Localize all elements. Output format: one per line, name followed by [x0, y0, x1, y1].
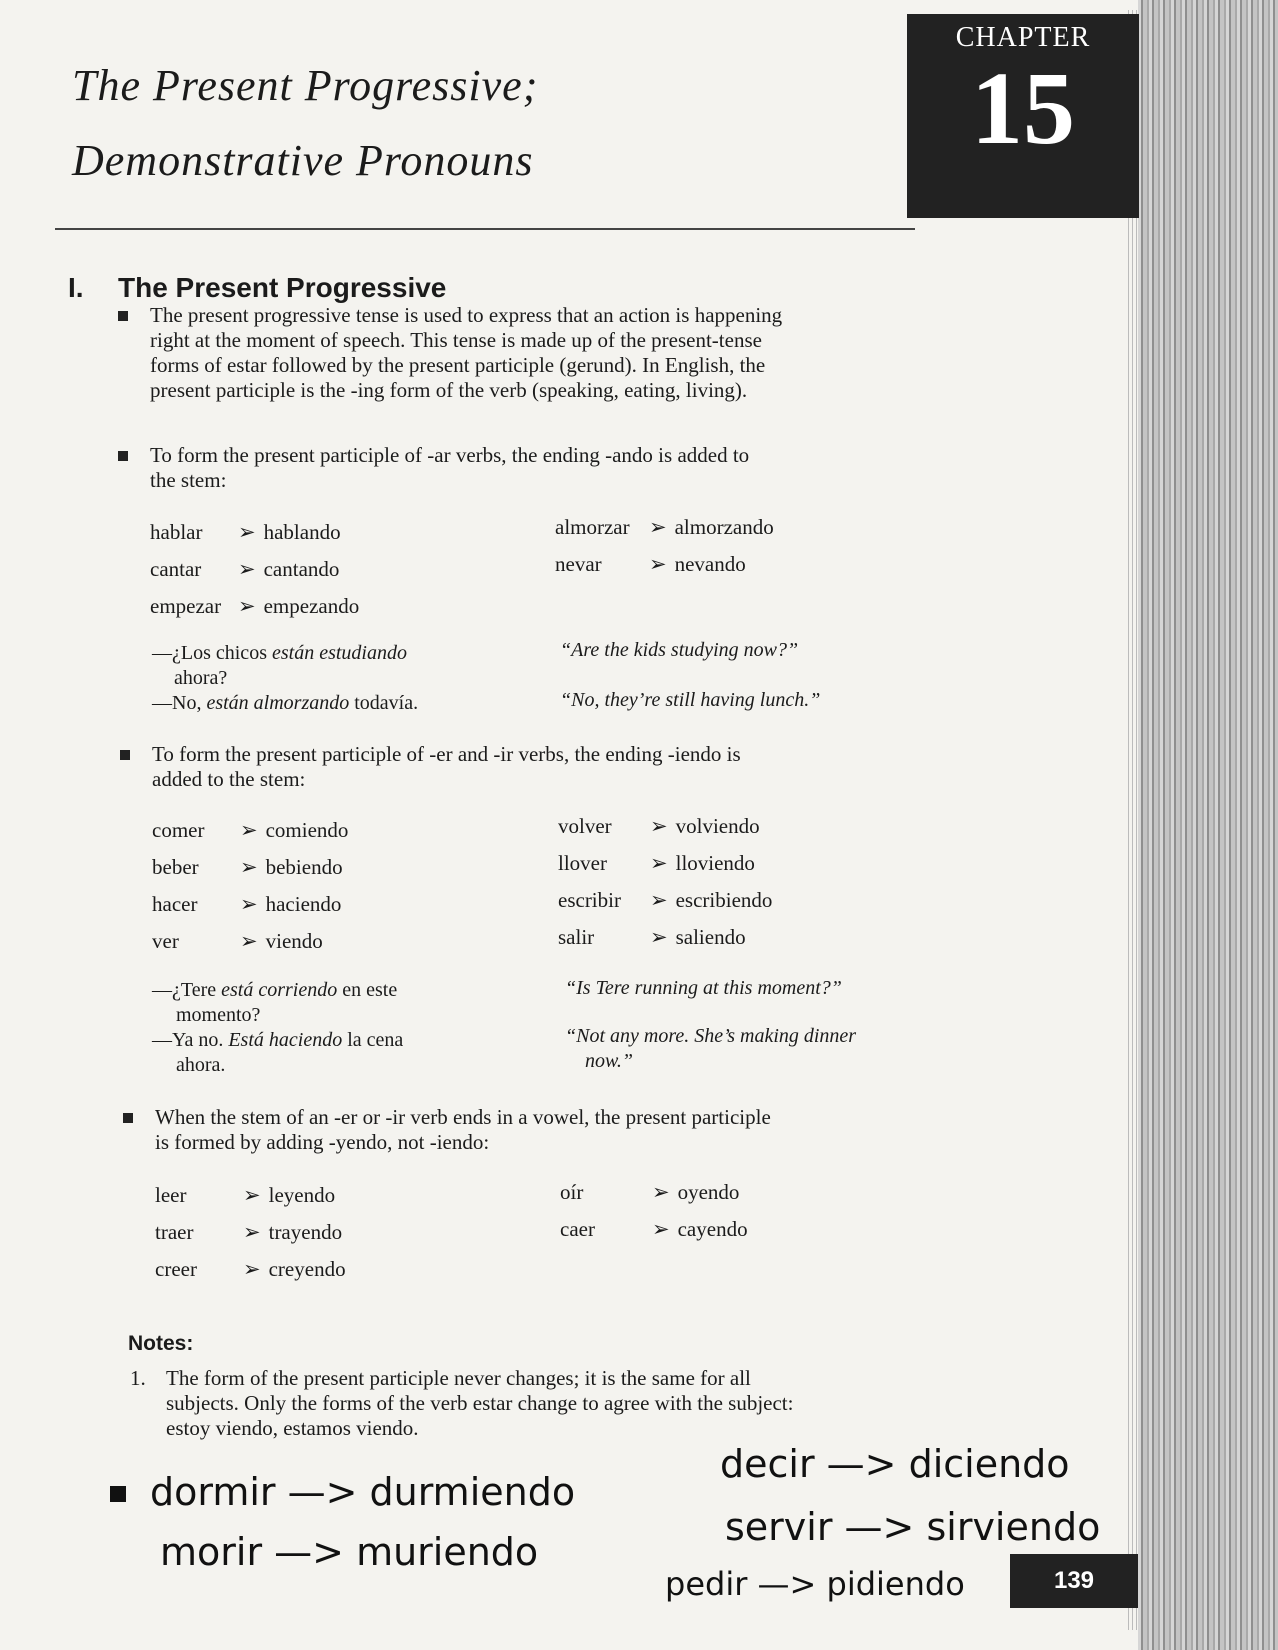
verb-pair — [155, 1220, 342, 1245]
arrow-icon: ➢ — [650, 925, 668, 949]
example-text: —¿Los chicos — [152, 642, 272, 664]
verb-pair — [155, 1257, 346, 1282]
verb-pair — [555, 515, 774, 540]
bullet-square-icon — [118, 451, 128, 461]
section-heading — [68, 272, 446, 304]
verb-pair — [560, 1180, 739, 1205]
handwritten-note-dormir: dormir —> durmiendo — [150, 1470, 576, 1514]
infinitive: comer — [152, 818, 205, 842]
verb-pair — [152, 855, 343, 880]
gerund: leyendo — [268, 1183, 336, 1207]
gerund: saliendo — [675, 925, 746, 949]
paragraph-line: present participle is the -ing form of the verb (speaking, eating, living). — [150, 378, 748, 402]
handwritten-note-pedir: pedir —> pidiendo — [665, 1565, 965, 1603]
section-title: The Present Progressive — [118, 272, 447, 303]
note-1 — [130, 1366, 910, 1441]
infinitive: leer — [155, 1183, 187, 1207]
example-italic: está corriendo — [221, 979, 338, 1001]
gerund: empezando — [263, 594, 360, 618]
arrow-icon: ➢ — [650, 888, 668, 912]
arrow-icon: ➢ — [238, 557, 256, 581]
chapter-title-line-1: The Present Progressive; — [72, 61, 539, 110]
arrow-icon: ➢ — [238, 520, 256, 544]
arrow-icon: ➢ — [243, 1183, 261, 1207]
paragraph-line: is formed by adding -yendo, not -iendo: — [155, 1130, 490, 1154]
gerund: hablando — [263, 520, 341, 544]
arrow-icon: ➢ — [650, 851, 668, 875]
example-dialogue-2 — [152, 978, 403, 1078]
arrow-icon: ➢ — [243, 1257, 261, 1281]
example-dialogue-1 — [152, 641, 418, 716]
arrow-icon: ➢ — [652, 1217, 670, 1241]
gerund: cayendo — [677, 1217, 748, 1241]
infinitive: caer — [560, 1217, 595, 1241]
infinitive: salir — [558, 925, 595, 949]
handwritten-note-servir: servir —> sirviendo — [725, 1505, 1101, 1549]
infinitive: oír — [560, 1180, 584, 1204]
gerund: oyendo — [677, 1180, 740, 1204]
example-text: —¿Tere — [152, 979, 222, 1001]
verb-pair — [150, 594, 359, 619]
arrow-icon: ➢ — [240, 818, 258, 842]
gerund: nevando — [674, 552, 746, 576]
arrow-icon: ➢ — [243, 1220, 261, 1244]
infinitive: llover — [558, 851, 607, 875]
arrow-icon: ➢ — [240, 855, 258, 879]
gerund: haciendo — [265, 892, 342, 916]
verb-pair — [558, 814, 760, 839]
note-line: subjects. Only the forms of the verb estar change to agree with the subject: — [166, 1391, 794, 1415]
arrow-icon: ➢ — [650, 814, 668, 838]
arrow-icon: ➢ — [649, 552, 667, 576]
translation: “Are the kids studying now?” — [560, 639, 799, 661]
paragraph-line: the stem: — [150, 468, 227, 492]
bullet-paragraph-2 — [150, 443, 880, 493]
example-italic: están estudiando — [271, 642, 407, 664]
page-edge-shadow — [1128, 10, 1138, 1630]
gerund: almorzando — [674, 515, 774, 539]
paragraph-line: forms of estar followed by the present participle (gerund). In English, the — [150, 353, 766, 377]
verb-pair — [152, 892, 341, 917]
infinitive: ver — [152, 929, 179, 953]
bullet-paragraph-4 — [155, 1105, 885, 1155]
infinitive: almorzar — [555, 515, 630, 539]
paragraph-line: right at the moment of speech. This tense is made up of the present-tense — [150, 328, 762, 352]
gerund: escribiendo — [675, 888, 773, 912]
arrow-icon: ➢ — [649, 515, 667, 539]
infinitive: nevar — [555, 552, 602, 576]
bullet-paragraph-3 — [152, 742, 882, 792]
paragraph-line: To form the present participle of -ar verbs, the ending -ando is added to — [150, 443, 750, 467]
paragraph-line: The present progressive tense is used to express that an action is happening — [150, 303, 783, 327]
example-text: en este — [337, 979, 398, 1001]
gerund: cantando — [263, 557, 340, 581]
chapter-title-line-2: Demonstrative Pronouns — [72, 136, 534, 185]
paragraph-line: When the stem of an -er or -ir verb ends in a vowel, the present participle — [155, 1105, 771, 1129]
bullet-square-icon — [123, 1113, 133, 1123]
gerund: lloviendo — [675, 851, 755, 875]
example-text: todavía. — [349, 692, 419, 714]
section-number: I. — [68, 272, 84, 303]
gerund: creyendo — [268, 1257, 346, 1281]
header-rule — [55, 228, 915, 230]
verb-pair — [558, 888, 772, 913]
arrow-icon: ➢ — [240, 929, 258, 953]
translation: now.” — [585, 1050, 633, 1072]
infinitive: hacer — [152, 892, 198, 916]
example-italic: Está haciendo — [228, 1029, 343, 1051]
chapter-number: 15 — [971, 51, 1075, 166]
gerund: viendo — [265, 929, 323, 953]
arrow-icon: ➢ — [652, 1180, 670, 1204]
gerund: volviendo — [675, 814, 760, 838]
example-text: ahora. — [176, 1054, 226, 1076]
notes-heading: Notes: — [128, 1332, 194, 1355]
verb-pair — [555, 552, 746, 577]
infinitive: volver — [558, 814, 612, 838]
infinitive: cantar — [150, 557, 202, 581]
bullet-square-icon — [118, 311, 128, 321]
bullet-square-icon — [120, 750, 130, 760]
translation: “Is Tere running at this moment?” — [565, 977, 842, 999]
gerund: comiendo — [265, 818, 349, 842]
infinitive: hablar — [150, 520, 203, 544]
infinitive: traer — [155, 1220, 194, 1244]
verb-pair — [560, 1217, 748, 1242]
handwritten-note-morir: morir —> muriendo — [160, 1530, 539, 1574]
note-number: 1. — [130, 1366, 146, 1390]
infinitive: creer — [155, 1257, 197, 1281]
note-line: The form of the present participle never changes; it is the same for all — [166, 1366, 751, 1390]
example-text: —Ya no. — [152, 1029, 229, 1051]
arrow-icon: ➢ — [240, 892, 258, 916]
verb-pair — [558, 925, 746, 950]
example-italic: están almorzando — [206, 692, 350, 714]
verb-pair — [152, 929, 323, 954]
handwritten-note-decir: decir —> diciendo — [720, 1442, 1070, 1486]
handwritten-bullet-icon — [110, 1486, 126, 1502]
chapter-badge — [907, 14, 1139, 218]
infinitive: empezar — [150, 594, 222, 618]
page-number: 139 — [1010, 1554, 1138, 1608]
verb-pair — [152, 818, 348, 843]
example-text: ahora? — [174, 667, 228, 689]
translation: “No, they’re still having lunch.” — [560, 689, 821, 711]
infinitive: escribir — [558, 888, 621, 912]
infinitive: beber — [152, 855, 199, 879]
chapter-label: CHAPTER — [955, 22, 1091, 53]
example-text: —No, — [152, 692, 207, 714]
arrow-icon: ➢ — [238, 594, 256, 618]
gerund: trayendo — [268, 1220, 343, 1244]
translation: “Not any more. She’s making dinner — [565, 1025, 857, 1047]
gerund: bebiendo — [265, 855, 343, 879]
note-line: estoy viendo, estamos viendo. — [166, 1416, 419, 1440]
example-text: momento? — [176, 1004, 261, 1026]
bullet-paragraph-1 — [150, 303, 880, 403]
page-binding-edge — [1138, 0, 1278, 1650]
verb-pair — [150, 520, 341, 545]
verb-pair — [558, 851, 755, 876]
verb-pair — [155, 1183, 335, 1208]
paragraph-line: added to the stem: — [152, 767, 306, 791]
verb-pair — [150, 557, 339, 582]
paragraph-line: To form the present participle of -er and -ir verbs, the ending -iendo is — [152, 742, 741, 766]
example-text: la cena — [342, 1029, 404, 1051]
